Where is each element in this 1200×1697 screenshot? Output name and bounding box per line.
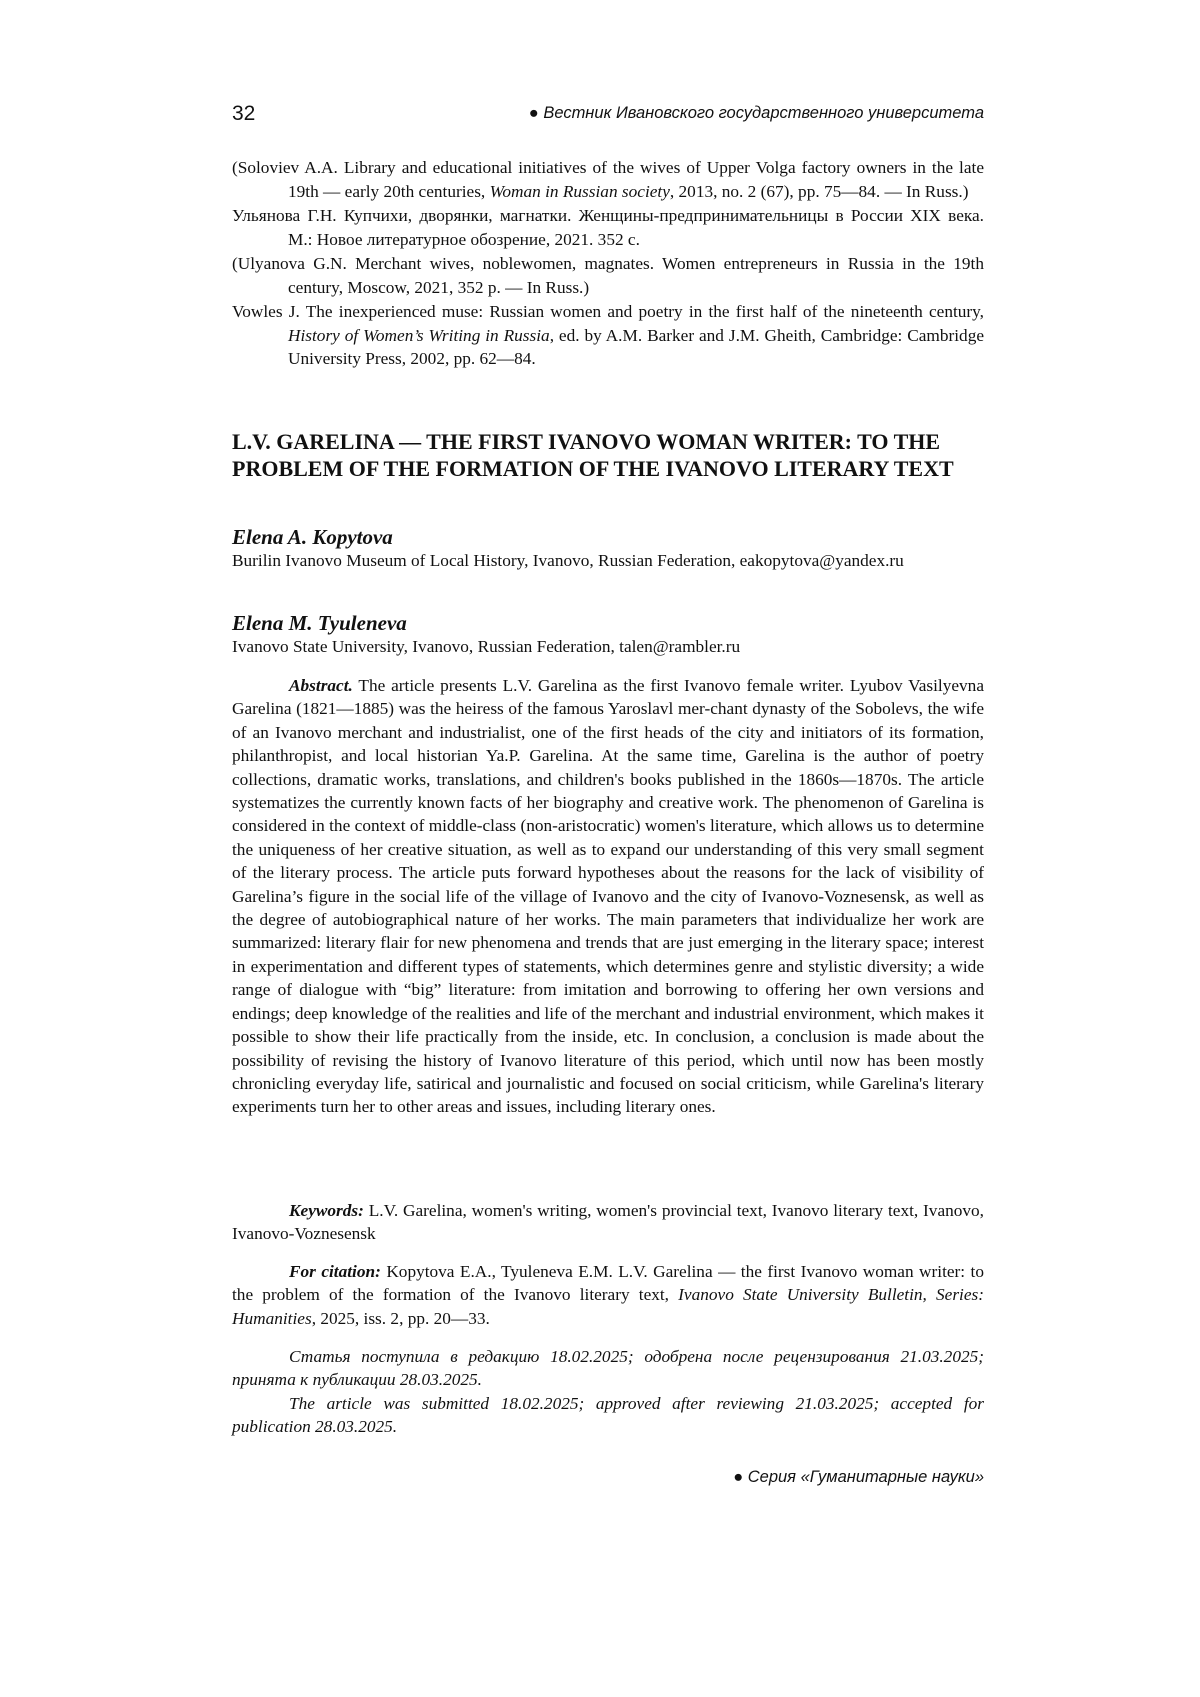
page-footer: ● Серия «Гуманитарные науки» [733, 1468, 984, 1486]
reference-item: (Ulyanova G.N. Merchant wives, noblewomen, magnates. Women entrepreneurs in Russia in the 19th century, Moscow, 2021, 352 p. — In Russ.) [232, 254, 984, 297]
page-number: 32 [232, 102, 256, 125]
reference-item: Ульянова Г.Н. Купчихи, дворянки, магнатки. Женщины-предпринимательницы в России XIX века. М.: Новое литературное обозрение, 2021. 352 с. [232, 206, 984, 249]
abstract-text: The article presents L.V. Garelina as the first Ivanovo female writer. Lyubov Vasilyevna Garelina (1821—1885) was the heiress of the famous Yaroslavl mer-chant dynasty of the Sobolevs, the wife of an Ivanovo merchant and industrialist, one of the first heads of the city and initiators of its formation, philanthropist, and local historian Ya.P. Garelina. At the same time, Garelina is the author of poetry collections, dramatic works, translations, and children's books published in the 1860s—1870s. The article systematizes the currently known facts of her biography and creative work. The phenomenon of Garelina is considered in the context of middle-class (non-aristocratic) women's literature, which allows us to determine the uniqueness of her creative situation, as well as to expand our understanding of this very small segment of the literary process. The article puts forward hypotheses about the reasons for the lack of visibility of Garelina’s figure in the social life of the village of Ivanovo and the city of Ivanovo-Voznesensk, as well as the degree of autobiographical nature of her works. The main parameters that individualize her work are summarized: literary flair for new phenomena and trends that are just emerging in the literary space; interest in experimentation and different types of statements, which determines genre and stylistic diversity; a wide range of dialogue with “big” literature: from imitation and borrowing to offering her own versions and endings; deep knowledge of the realities and life of the merchant and industrial environment, which makes it possible to show their life practically from the inside, etc. In conclusion, a conclusion is made about the possibility of revising the history of Ivanovo literature of this period, which until now has been mostly chronicling everyday life, satirical and journalistic and focused on social criticism, while Garelina's literary experiments turn her to other areas and issues, including literary ones. [232, 676, 984, 1117]
page-header [232, 100, 984, 134]
abstract [232, 674, 984, 1119]
dates-russian: Статья поступила в редакцию 18.02.2025; одобрена после рецензирования 21.03.2025; принята к публикации 28.03.2025. [232, 1347, 984, 1390]
author-name: Elena A. Kopytova [232, 525, 393, 549]
keywords [232, 1199, 984, 1246]
reference-item: (Soloviev A.A. Library and educational initiatives of the wives of Upper Volga factory owners in the late 19th — early 20th centuries, Woman in Russian society, 2013, no. 2 (67), pp. 75—84. — In Russ.) [232, 158, 984, 201]
citation: For citation: Kopytova E.A., Tyuleneva E.M. L.V. Garelina — the first Ivanovo woman writer: to the problem of the formation of the Ivanovo literary text, Ivanovo State University Bulletin, Series: Humanities, 2025, iss. 2, pp. 20—33. [232, 1262, 985, 1328]
keywords-label: Keywords: [289, 1201, 364, 1220]
abstract-label: Abstract. [289, 676, 353, 695]
reference-item: Vowles J. The inexperienced muse: Russian women and poetry in the first half of the nineteenth century, History of Women’s Writing in Russia, ed. by A.M. Barker and J.M. Gheith, Cambridge: Cambridge University Press, 2002, pp. 62—84. [232, 302, 985, 368]
author-name: Elena M. Tyuleneva [232, 611, 407, 635]
article-title: L.V. GARELINA — THE FIRST IVANOVO WOMAN WRITER: TO THE PROBLEM OF THE FORMATION OF THE IVANOVO LITERARY TEXT [232, 429, 954, 481]
dates-english: The article was submitted 18.02.2025; approved after reviewing 21.03.2025; accepted for publication 28.03.2025. [232, 1393, 984, 1437]
running-head: ● Вестник Ивановского государственного университета [528, 104, 984, 122]
keywords-text: L.V. Garelina, women's writing, women's provincial text, Ivanovo literary text, Ivanovo, Ivanovo-Voznesensk [232, 1201, 984, 1244]
author-affiliation: Burilin Ivanovo Museum of Local History, Ivanovo, Russian Federation, eakopytova@yandex.ru [232, 551, 904, 570]
reference-list [232, 156, 984, 372]
citation-label: For citation: [289, 1262, 381, 1281]
author-block [232, 524, 984, 573]
author-block [232, 610, 984, 659]
submission-dates [232, 1345, 984, 1439]
author-affiliation: Ivanovo State University, Ivanovo, Russian Federation, talen@rambler.ru [232, 637, 741, 656]
